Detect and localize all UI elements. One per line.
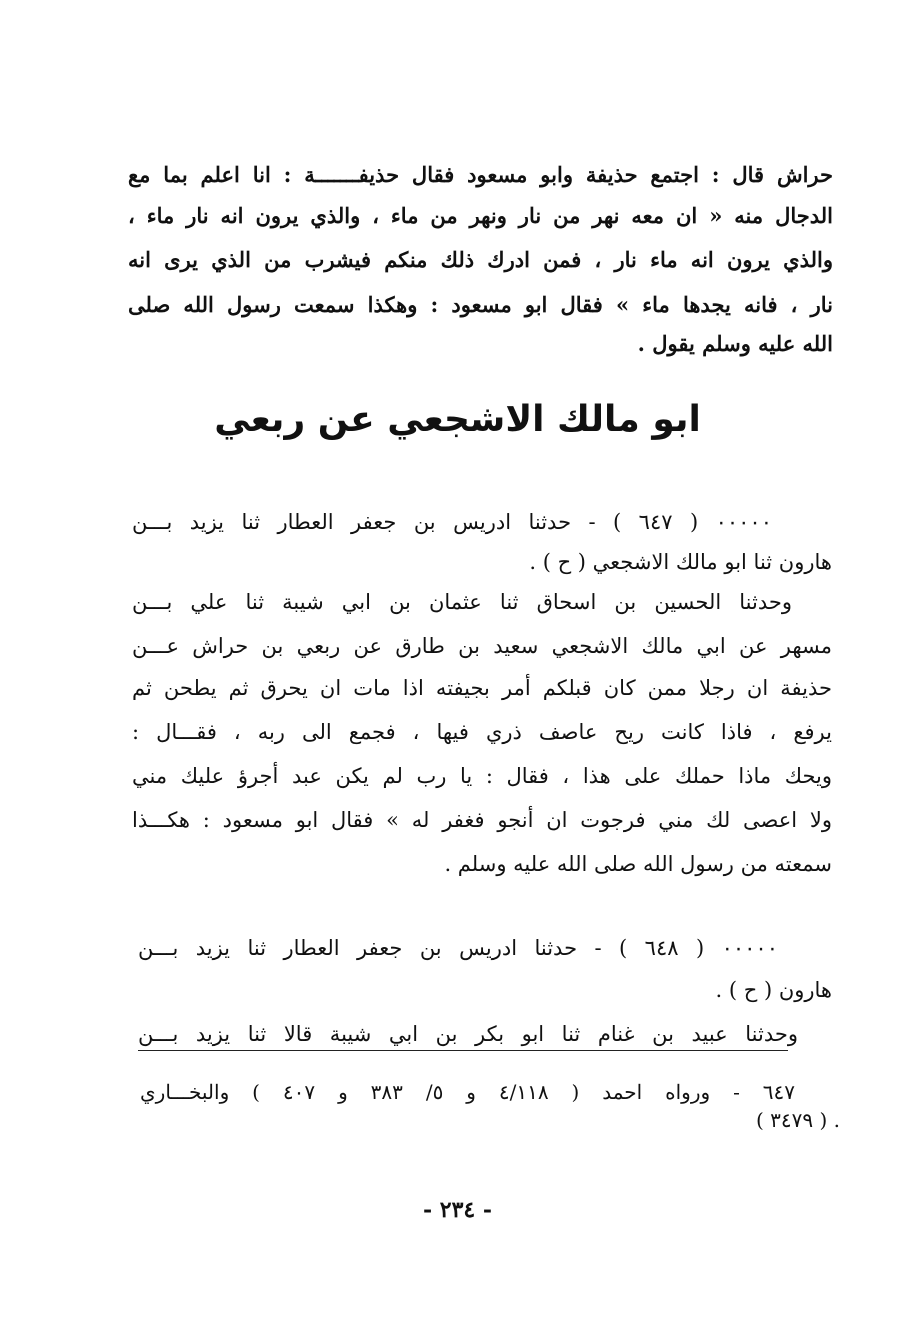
page-number: - ٢٣٤ - bbox=[422, 1197, 493, 1223]
hadith-648-line-3: وحدثنا عبيد بن غنام ثنا ابو بكر بن ابي شيبة قالا ثنا يزيد بـــن bbox=[138, 1022, 798, 1046]
hadith-647-line-9: سمعته من رسول الله صلى الله عليه وسلم . bbox=[444, 852, 832, 876]
intro-line-2: الدجال منه « ان معه نهر من نار ونهر من ماء ، والذي يرون انه نار ماء ، bbox=[128, 203, 833, 228]
footnote-line-2: ( ٣٤٧٩ ) . bbox=[755, 1108, 840, 1132]
intro-line-4: نار ، فانه يجدها ماء » فقال ابو مسعود : وهكذا سمعت رسول الله صلى bbox=[128, 292, 833, 317]
hadith-647-line-5: حذيفة ان رجلا ممن كان قبلكم أمر بجيفته اذا مات ان يحرق ثم يطحن ثم bbox=[132, 676, 832, 700]
underline-rule bbox=[138, 1050, 788, 1051]
section-title: ابو مالك الاشجعي عن ربعي bbox=[214, 399, 701, 440]
hadith-647-line-8: ولا اعصى لك مني فرجوت ان أنجو فغفر له » فقال ابو مسعود : هكـــذا bbox=[132, 808, 832, 832]
intro-line-5: الله عليه وسلم يقول . bbox=[637, 331, 833, 356]
intro-line-1: حراش قال : اجتمع حذيفة وابو مسعود فقال حذيفـــــــة : انا اعلم بما مع bbox=[128, 162, 833, 187]
intro-line-3: والذي يرون انه ماء نار ، فمن ادرك ذلك منكم فيشرب من الذي يرى انه bbox=[128, 247, 833, 272]
hadith-647-line-4: مسهر عن ابي مالك الاشجعي سعيد بن طارق عن ربعي بن حراش عـــن bbox=[132, 634, 832, 658]
hadith-647-line-1: ٠٠٠٠٠ ( ٦٤٧ ) - حدثنا ادريس بن جعفر العطار ثنا يزيد بـــن bbox=[132, 510, 772, 534]
hadith-648-line-1: ٠٠٠٠٠ ( ٦٤٨ ) - حدثنا ادريس بن جعفر العطار ثنا يزيد بـــن bbox=[138, 936, 778, 960]
hadith-647-line-3: وحدثنا الحسين بن اسحاق ثنا عثمان بن ابي شيبة ثنا علي بـــن bbox=[132, 590, 792, 614]
hadith-647-line-2: هارون ثنا ابو مالك الاشجعي ( ح ) . bbox=[529, 550, 832, 574]
hadith-647-line-7: ويحك ماذا حملك على هذا ، فقال : يا رب لم يكن عبد أجرؤ عليك مني bbox=[132, 764, 832, 788]
hadith-647-line-6: يرفع ، فاذا كانت ريح عاصف ذري فيها ، فجمع الى ربه ، فقـــال : bbox=[132, 720, 832, 744]
footnote-line-1: ٦٤٧ - ورواه احمد ( ٤/١١٨ و ٥/ ٣٨٣ و ٤٠٧ ) والبخـــاري bbox=[140, 1080, 795, 1104]
hadith-648-line-2: هارون ( ح ) . bbox=[715, 978, 832, 1002]
